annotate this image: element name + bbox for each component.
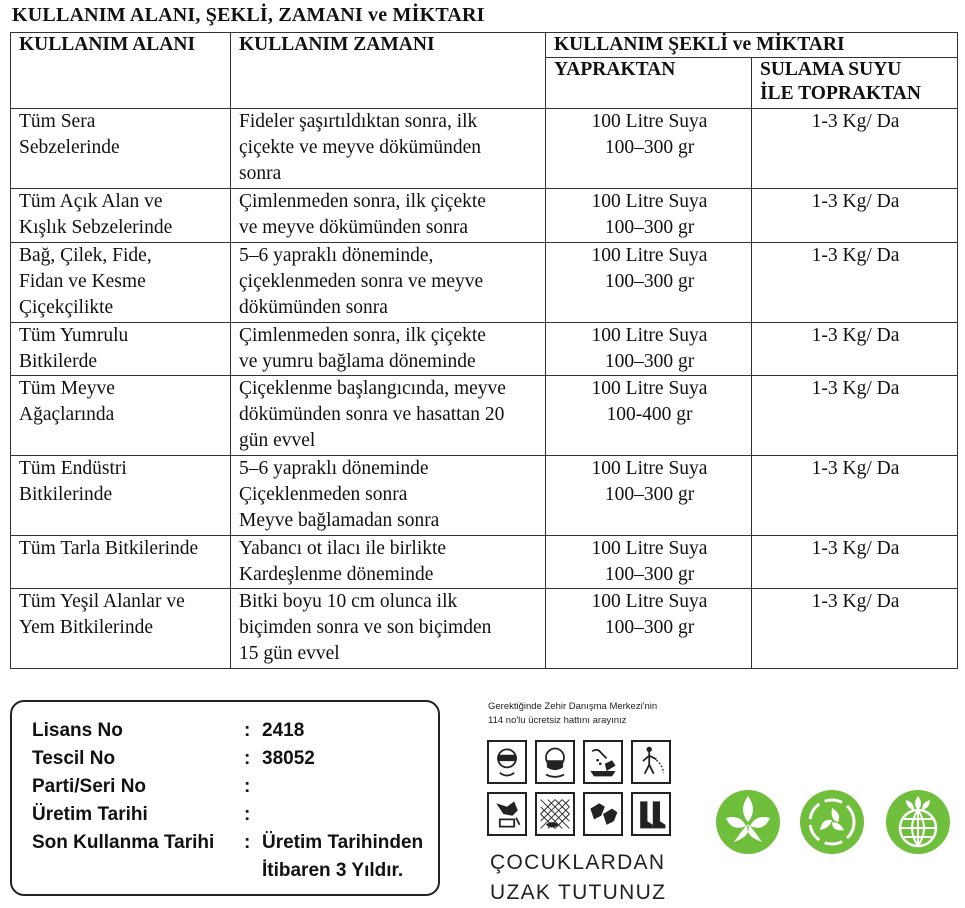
- foliar-cell-line: 100 Litre Suya: [591, 378, 708, 399]
- time-cell: [231, 456, 546, 536]
- time-cell-line: ve meyve dökümünden sonra: [239, 217, 469, 238]
- soil-cell: 1-3 Kg/ Da: [752, 376, 958, 456]
- area-cell-line: Yem Bitkilerinde: [19, 617, 153, 638]
- foliar-cell-line: 100 Litre Suya: [591, 325, 708, 346]
- foliar-cell-line: 100 Litre Suya: [591, 111, 708, 132]
- license-box: [10, 700, 440, 896]
- foliar-cell-line: 100–300 gr: [604, 617, 695, 638]
- area-cell-line: Tüm Açık Alan ve: [19, 191, 163, 212]
- area-cell-line: Tüm Tarla Bitkilerinde: [19, 538, 199, 559]
- license-label: Son Kullanma Tarihi: [32, 832, 215, 853]
- table-row: [11, 456, 958, 536]
- time-cell: [231, 323, 546, 376]
- time-cell-line: çiçekte ve meyve dökümünden: [239, 137, 482, 158]
- warning-line: Gerektiğinde Zehir Danışma Merkezi'nin: [488, 701, 658, 712]
- soil-cell: 1-3 Kg/ Da: [752, 536, 958, 589]
- soil-cell: 1-3 Kg/ Da: [752, 323, 958, 376]
- foliar-cell: [546, 243, 752, 323]
- leaf-globe-icon: [884, 788, 952, 856]
- poison-center-warning: [488, 700, 657, 728]
- table-row: [11, 376, 958, 456]
- table-row: [11, 243, 958, 323]
- header-foliar: YAPRAKTAN: [546, 58, 752, 109]
- goggles-icon: [487, 740, 527, 784]
- no-fish-icon: [535, 792, 575, 836]
- foliar-cell: [546, 589, 752, 669]
- time-cell-line: biçimden sonra ve son biçimden: [239, 617, 492, 638]
- table-row: [11, 323, 958, 376]
- license-colon: :: [244, 720, 251, 741]
- time-cell-line: Çimlenmeden sonra, ilk çiçekte: [239, 325, 486, 346]
- license-colon: :: [244, 832, 251, 853]
- foliar-cell-line: 100–300 gr: [604, 137, 695, 158]
- soil-cell: 1-3 Kg/ Da: [752, 189, 958, 243]
- usage-table: [10, 32, 958, 669]
- foliar-cell: [546, 189, 752, 243]
- usage-table-body: [11, 109, 958, 669]
- time-cell: [231, 243, 546, 323]
- area-cell-line: Tüm Yeşil Alanlar ve: [19, 591, 185, 612]
- soil-cell: 1-3 Kg/ Da: [752, 243, 958, 323]
- soil-cell: 1-3 Kg/ Da: [752, 456, 958, 536]
- area-cell: [11, 589, 231, 669]
- time-cell-line: 5–6 yapraklı döneminde: [239, 458, 429, 479]
- area-cell: [11, 109, 231, 189]
- area-cell-line: Çiçekçilikte: [19, 297, 114, 318]
- license-label: Lisans No: [32, 720, 123, 741]
- time-cell-line: sonra: [239, 163, 282, 184]
- area-cell-line: Ağaçlarında: [19, 404, 115, 425]
- children-warning-line: ÇOCUKLARDAN: [490, 851, 666, 874]
- boots-icon: [631, 792, 671, 836]
- table-row: [11, 189, 958, 243]
- foliar-cell-line: 100–300 gr: [604, 484, 695, 505]
- table-row: [11, 109, 958, 189]
- leaf-swirl-icon: [798, 788, 866, 856]
- license-value: 38052: [262, 748, 315, 769]
- area-cell: [11, 189, 231, 243]
- header-time: KULLANIM ZAMANI: [231, 33, 546, 109]
- header-soil-line: SULAMA SUYU: [760, 59, 902, 80]
- license-value: İtibaren 3 Yıldır.: [262, 860, 404, 881]
- mask-icon: [535, 740, 575, 784]
- foliar-cell: [546, 323, 752, 376]
- time-cell-line: Bitki boyu 10 cm olunca ilk: [239, 591, 458, 612]
- header-method: KULLANIM ŞEKLİ ve MİKTARI: [546, 33, 958, 58]
- area-cell: [11, 376, 231, 456]
- foliar-cell-line: 100–300 gr: [604, 217, 695, 238]
- time-cell-line: 15 gün evvel: [239, 643, 340, 664]
- header-row: [11, 33, 958, 58]
- time-cell-line: ve yumru bağlama döneminde: [239, 351, 476, 372]
- time-cell: [231, 109, 546, 189]
- soil-cell: 1-3 Kg/ Da: [752, 589, 958, 669]
- warning-line: 114 no'lu ücretsiz hattını arayınız: [488, 715, 627, 726]
- table-row: [11, 536, 958, 589]
- foliar-cell-line: 100-400 gr: [606, 404, 693, 425]
- time-cell: [231, 589, 546, 669]
- time-cell-line: çiçeklenmeden sonra ve meyve: [239, 271, 484, 292]
- license-colon: :: [244, 804, 251, 825]
- foliar-cell-line: 100 Litre Suya: [591, 591, 708, 612]
- foliar-cell: [546, 376, 752, 456]
- leaf-circle-icon: [714, 788, 782, 856]
- time-cell-line: Çiçeklenmeden sonra: [239, 484, 408, 505]
- area-cell: [11, 323, 231, 376]
- time-cell-line: Çiçeklenme başlangıcında, meyve: [239, 378, 506, 399]
- area-cell-line: Bitkilerinde: [19, 484, 113, 505]
- license-label: Üretim Tarihi: [32, 804, 148, 825]
- area-cell-line: Tüm Meyve: [19, 378, 115, 399]
- gloves-icon: [583, 792, 623, 836]
- time-cell-line: Meyve bağlamadan sonra: [239, 510, 440, 531]
- area-cell: [11, 456, 231, 536]
- time-cell-line: Kardeşlenme döneminde: [239, 564, 434, 585]
- wash-hands-icon: [583, 740, 623, 784]
- time-cell-line: dökümünden sonra ve hasattan 20: [239, 404, 505, 425]
- no-spray-wind-icon: [631, 740, 671, 784]
- foliar-cell-line: 100 Litre Suya: [591, 245, 708, 266]
- area-cell-line: Kışlık Sebzelerinde: [19, 217, 173, 238]
- time-cell-line: Fideler şaşırtıldıktan sonra, ilk: [239, 111, 478, 132]
- area-cell-line: Tüm Sera: [19, 111, 96, 132]
- area-cell-line: Fidan ve Kesme: [19, 271, 146, 292]
- foliar-cell: [546, 456, 752, 536]
- area-cell-line: Tüm Endüstri: [19, 458, 127, 479]
- foliar-cell-line: 100–300 gr: [604, 564, 695, 585]
- foliar-cell: [546, 109, 752, 189]
- area-cell-line: Tüm Yumrulu: [19, 325, 129, 346]
- header-area: KULLANIM ALANI: [11, 33, 231, 109]
- foliar-cell-line: 100 Litre Suya: [591, 538, 708, 559]
- license-colon: :: [244, 776, 251, 797]
- foliar-cell-line: 100–300 gr: [604, 351, 695, 372]
- license-label: Tescil No: [32, 748, 116, 769]
- header-soil: [752, 58, 958, 109]
- time-cell: [231, 376, 546, 456]
- area-cell-line: Sebzelerinde: [19, 137, 120, 158]
- table-row: [11, 589, 958, 669]
- soil-cell: 1-3 Kg/ Da: [752, 109, 958, 189]
- license-value: Üretim Tarihinden: [262, 832, 424, 853]
- time-cell-line: Yabancı ot ilacı ile birlikte: [239, 538, 447, 559]
- license-colon: :: [244, 748, 251, 769]
- time-cell-line: gün evvel: [239, 430, 316, 451]
- time-cell-line: Çimlenmeden sonra, ilk çiçekte: [239, 191, 486, 212]
- time-cell: [231, 536, 546, 589]
- children-warning-line: UZAK TUTUNUZ: [490, 881, 667, 904]
- area-cell: [11, 243, 231, 323]
- time-cell: [231, 189, 546, 243]
- time-cell-line: 5–6 yapraklı döneminde,: [239, 245, 434, 266]
- area-cell: [11, 536, 231, 589]
- foliar-cell-line: 100 Litre Suya: [591, 458, 708, 479]
- foliar-cell: [546, 536, 752, 589]
- no-animals-drink-icon: [487, 792, 527, 836]
- area-cell-line: Bitkilerde: [19, 351, 97, 372]
- area-cell-line: Bağ, Çilek, Fide,: [19, 245, 152, 266]
- foliar-cell-line: 100 Litre Suya: [591, 191, 708, 212]
- page-title: KULLANIM ALANI, ŞEKLİ, ZAMANI ve MİKTARI: [12, 4, 485, 26]
- header-soil-line: İLE TOPRAKTAN: [760, 83, 921, 104]
- children-warning: [490, 848, 666, 908]
- foliar-cell-line: 100–300 gr: [604, 271, 695, 292]
- time-cell-line: dökümünden sonra: [239, 297, 388, 318]
- license-value: 2418: [262, 720, 305, 741]
- license-label: Parti/Seri No: [32, 776, 147, 797]
